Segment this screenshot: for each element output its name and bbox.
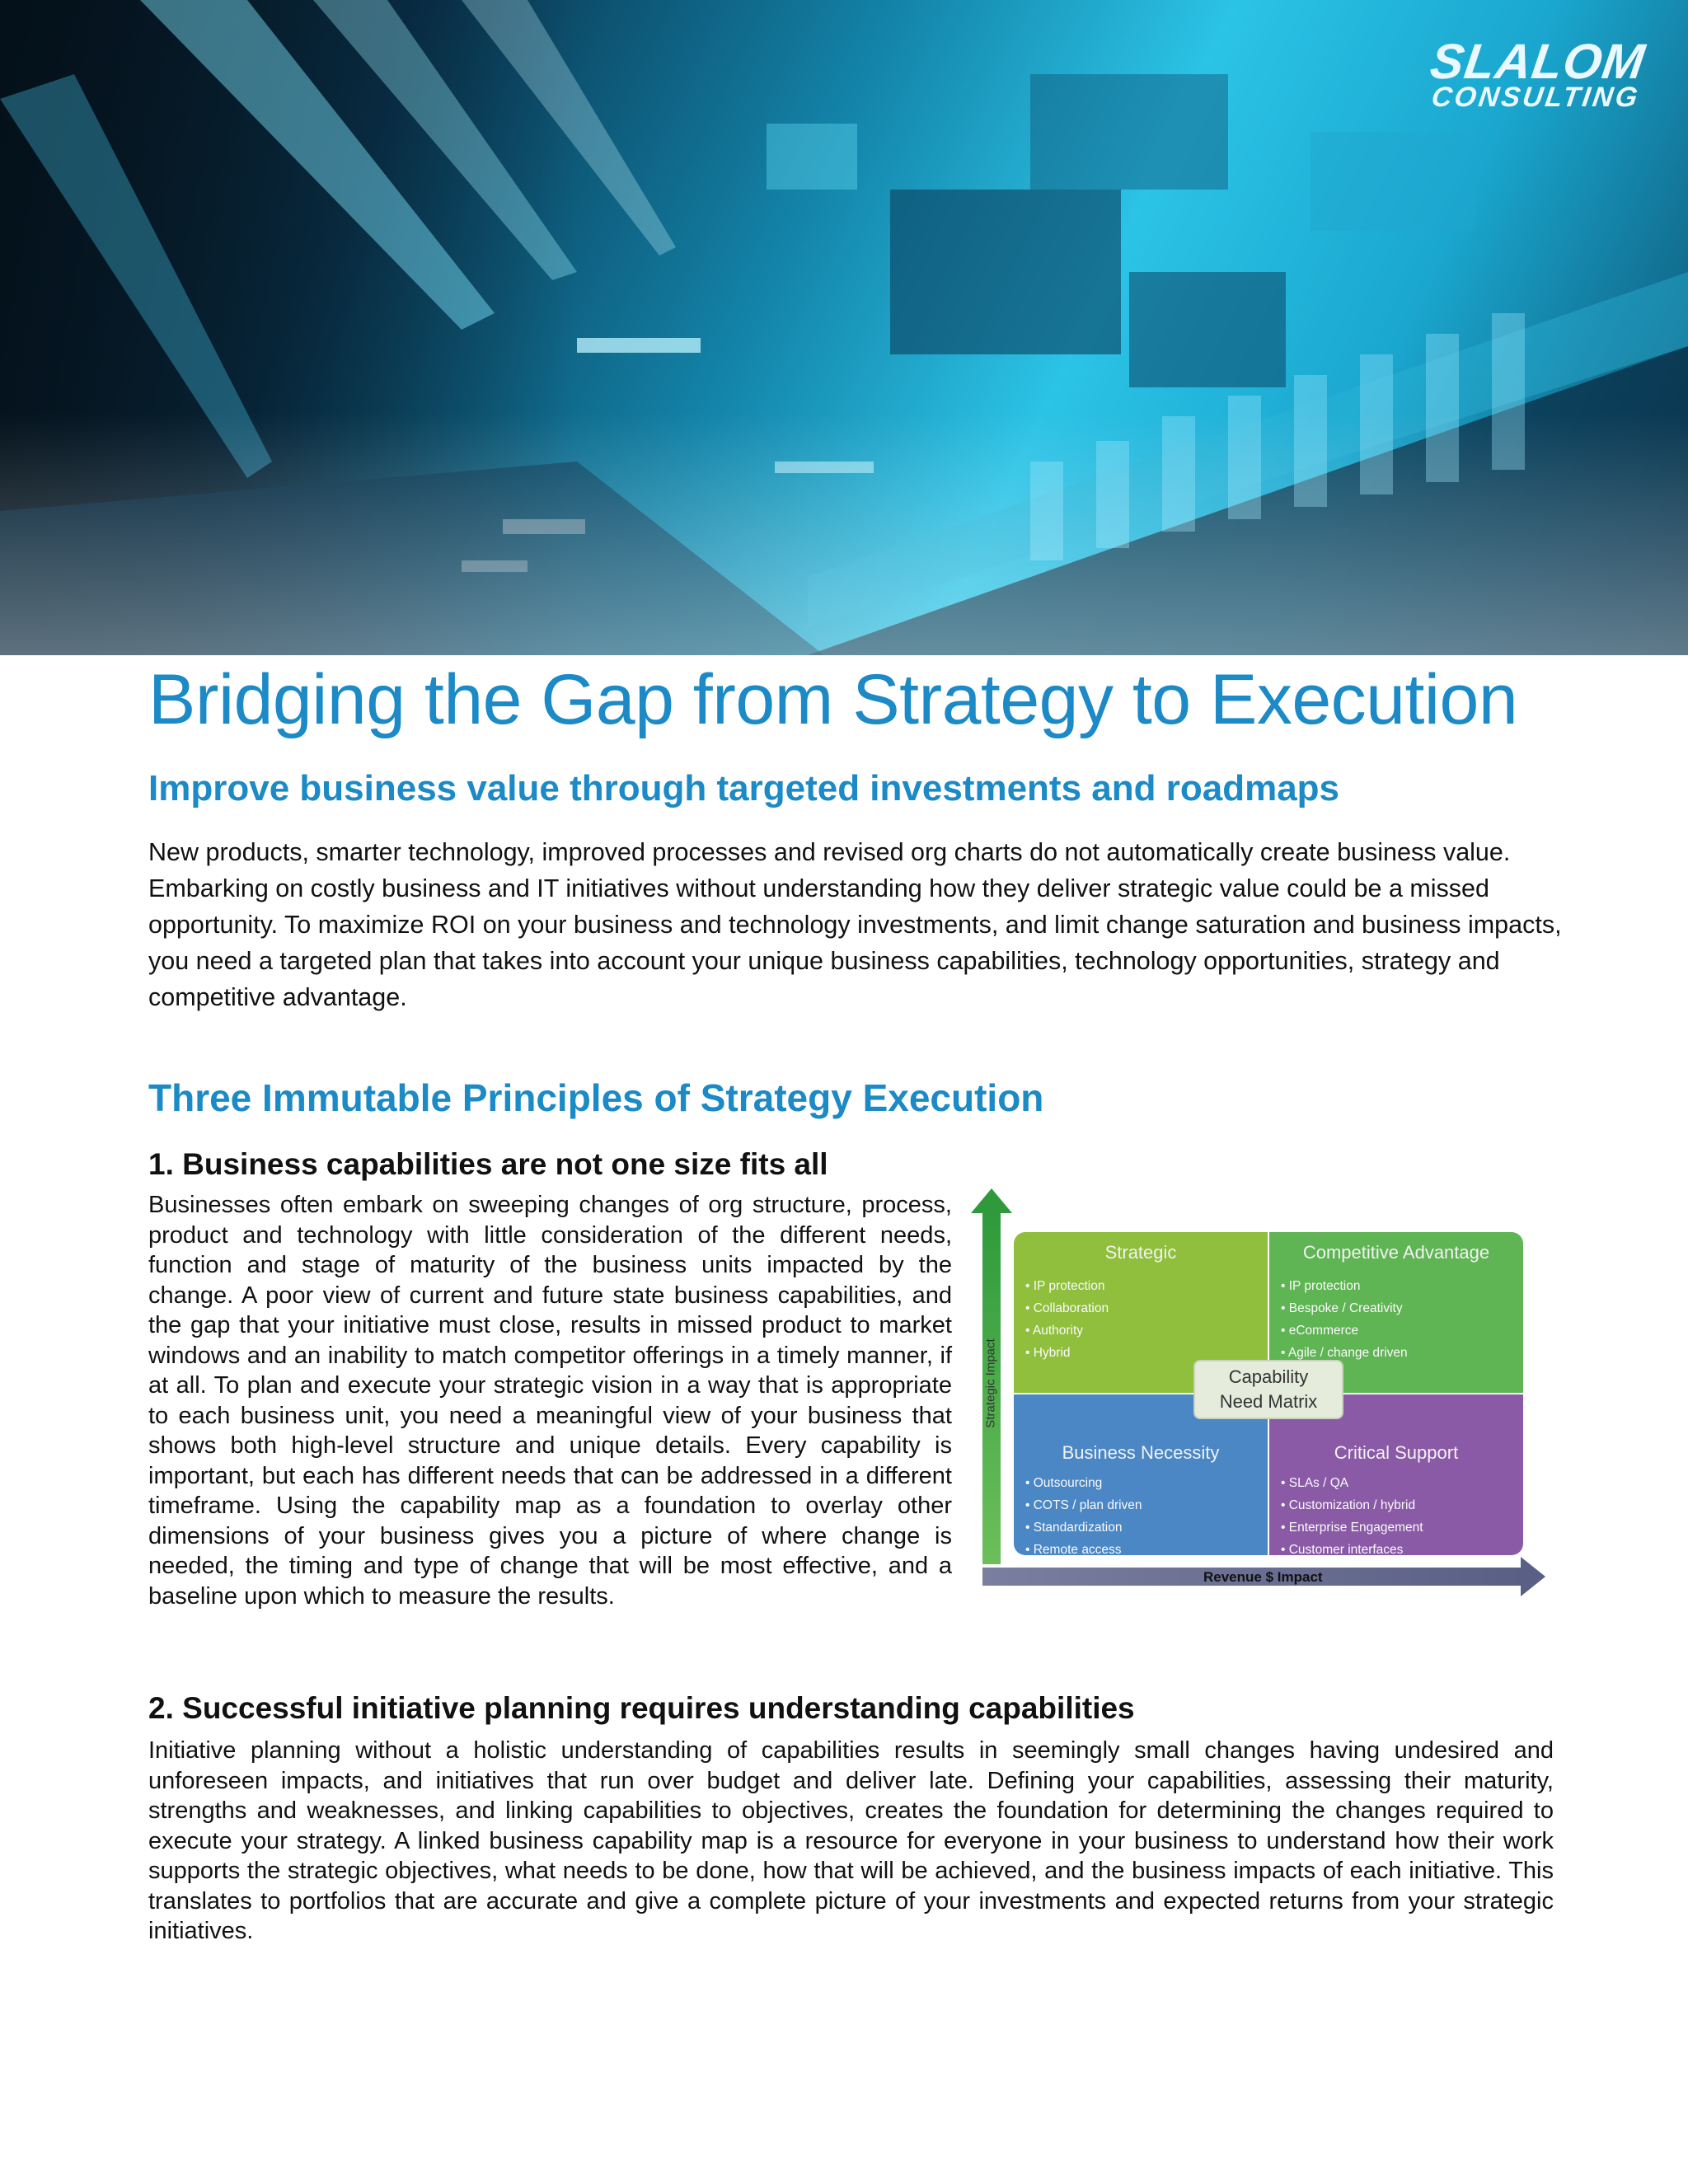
quadrant-item: • Authority [1025,1319,1256,1342]
quadrant-title: Business Necessity [1062,1442,1220,1463]
quadrant-item: • COTS / plan driven [1025,1494,1256,1516]
logo-line1: SLALOM [1427,34,1648,89]
quadrant-title: Critical Support [1334,1442,1459,1463]
quadrant-item: • SLAs / QA [1281,1472,1512,1494]
quadrant-title: Competitive Advantage [1302,1242,1490,1263]
matrix-center-label [1193,1360,1343,1419]
capability-need-matrix [973,1203,1558,1607]
quadrant-title: Strategic [1104,1242,1177,1263]
quadrant-item: • Bespoke / Creativity [1281,1297,1512,1319]
logo-line2: CONSULTING [1429,82,1642,113]
quadrant-item: • Agile / change driven [1281,1342,1512,1364]
principles-heading: Three Immutable Principles of Strategy Execution [148,1076,1044,1119]
slalom-logo [1423,34,1648,113]
principle-2-body: Initiative planning without a holistic understanding of capabilities results in seemingly small changes having undesired and unforeseen impacts, and initiatives that run over budget and deliver late. Defining your capabilities, assessing their maturity, strengths and weaknesses, and linking capabilities to objectives, creates the foundation for determining the changes required to execute your strategy. A linked business capability map is a resource for everyone in your business to understand how their work supports the strategic objectives, what needs to be done, how that will be achieved, and the business impacts of each initiative. This translates to portfolios that are accurate and give a complete picture of your investments and expected returns from your strategic initiatives. [148,1737,1554,1944]
quadrant-item: • Standardization [1025,1516,1256,1539]
quadrant-item: • IP protection [1025,1275,1256,1297]
quadrant-item: • Remote access [1025,1539,1256,1561]
page-title: Bridging the Gap from Strategy to Execution [148,660,1518,739]
principle-2-heading: 2. Successful initiative planning requires understanding capabilities [148,1691,1135,1725]
quadrant-item: • IP protection [1281,1275,1512,1297]
quadrant-item: • eCommerce [1281,1319,1512,1342]
quadrant-item: • Hybrid [1025,1342,1256,1364]
center-label-line2: Need Matrix [1219,1391,1318,1412]
principle-1-heading: 1. Business capabilities are not one size fits all [148,1147,828,1181]
principle-1-body: Businesses often embark on sweeping changes of org structure, process, product and technology with little consideration of the different needs, function and stage of maturity of the business units impacted by the change. A poor view of current and future state business capabilities, and the gap that your initiative must close, results in missed product to market windows and an inability to match competitor offerings in a timely manner, if at all. To plan and execute your strategic vision in a way that is appropriate to each business unit, you need a meaningful view of your business that shows both high-level structure and unique details. Every capability is important, but each has different needs that can be addressed in a different timeframe. Using the capability map as a foundation to overlay other dimensions of your business gives you a picture of where change is needed, the timing and type of change that will be most effective, and a baseline upon which to measure the results. [148,1192,952,1610]
quadrant-item: • Collaboration [1025,1297,1256,1319]
center-label-line1: Capability [1228,1366,1309,1387]
quadrant-item: • Customer interfaces [1281,1539,1512,1561]
intro-paragraph: New products, smarter technology, improved processes and revised org charts do not automatically create business value. Embarking on costly business and IT initiatives without understanding how they deliver strategic value could be a missed opportunity. To maximize ROI on your business and technology investments, and limit change saturation and business impacts, you need a targeted plan that takes into account your unique business capabilities, technology opportunities, strategy and competitive advantage. [148,838,1562,1011]
quadrant-item: • Customization / hybrid [1281,1494,1512,1516]
hero-banner [0,0,1688,655]
x-axis-label: Revenue $ Impact [1203,1569,1323,1585]
quadrant-item: • Outsourcing [1025,1472,1256,1494]
quadrant-item: • Enterprise Engagement [1281,1516,1512,1539]
y-axis-label: Strategic Impact [983,1338,998,1428]
page-subtitle: Improve business value through targeted investments and roadmaps [148,768,1340,808]
